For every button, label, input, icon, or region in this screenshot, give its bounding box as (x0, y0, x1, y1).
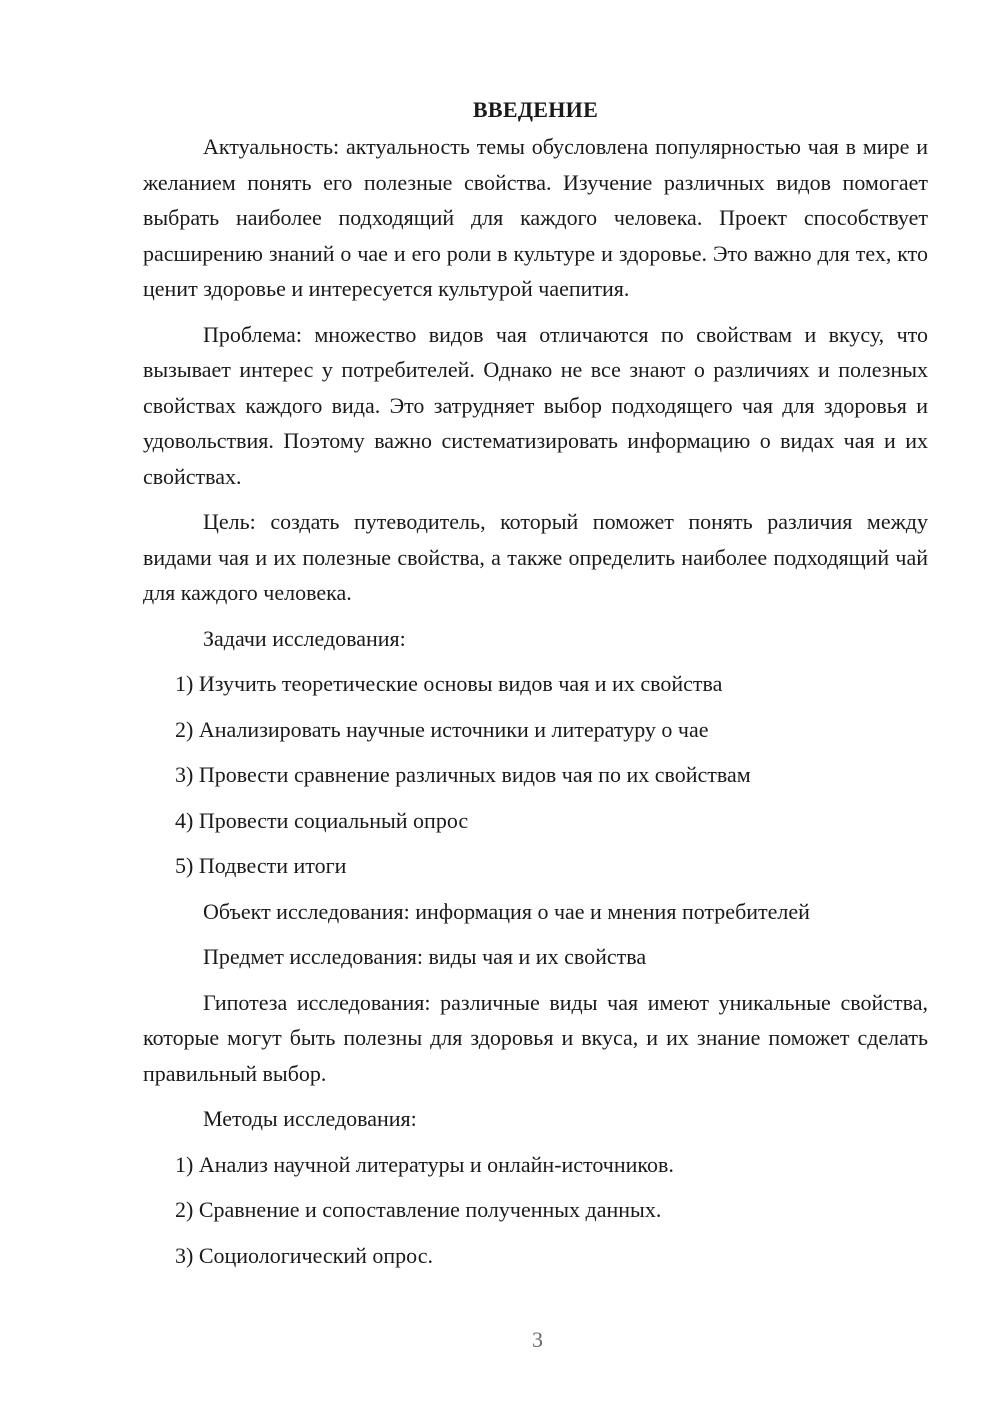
task-item-1: 1) Изучить теоретические основы видов чая и их свойства (175, 671, 723, 696)
task-item-3: 3) Провести сравнение различных видов чая по их свойствам (175, 762, 751, 787)
page-title: ВВЕДЕНИЕ (472, 97, 599, 122)
relevance-paragraph: Актуальность: актуальность темы обусловлена популярностью чая в мире и желанием понять его полезные свойства. Изучение различных видов помогает выбрать наиболее подходящий для каждого человека. Проект способствует расширению знаний о чае и его роли в культуре и здоровье. Это важно для тех, кто ценит здоровье и интересуется культурой чаепития. (143, 134, 928, 301)
task-item-5: 5) Подвести итоги (175, 853, 347, 878)
hypothesis-paragraph: Гипотеза исследования: различные виды чая имеют уникальные свойства, которые могут быть полезны для здоровья и вкуса, и их знание поможет сделать правильный выбор. (143, 989, 928, 1086)
method-item-1: 1) Анализ научной литературы и онлайн-источников. (175, 1151, 674, 1177)
task-item-4: 4) Провести социальный опрос (175, 807, 469, 833)
page-content (143, 92, 928, 1283)
tasks-heading: Задачи исследования: (203, 625, 406, 651)
problem-paragraph: Проблема: множество видов чая отличаются по свойствам и вкусу, что вызывает интерес у потребителей. Однако не все знают о различиях и полезных свойствах каждого вида. Это затрудняет выбор подходящего чая для здоровья и удовольствия. Поэтому важно систематизировать информацию о видах чая и их свойствах. (143, 321, 928, 489)
methods-heading: Методы исследования: (203, 1106, 417, 1131)
method-item-2: 2) Сравнение и сопоставление полученных данных. (175, 1197, 662, 1222)
goal-paragraph: Цель: создать путеводитель, который поможет понять различия между видами чая и их полезные свойства, а также определить наиболее подходящий чай для каждого человека. (143, 509, 928, 605)
subject-paragraph: Предмет исследования: виды чая и их свойства (203, 944, 647, 969)
method-item-3: 3) Социологический опрос. (175, 1242, 433, 1268)
task-item-2: 2) Анализировать научные источники и литературу о чае (175, 716, 709, 742)
object-paragraph: Объект исследования: информация о чае и мнения потребителей (203, 898, 810, 924)
page-number: 3 (532, 1327, 543, 1352)
